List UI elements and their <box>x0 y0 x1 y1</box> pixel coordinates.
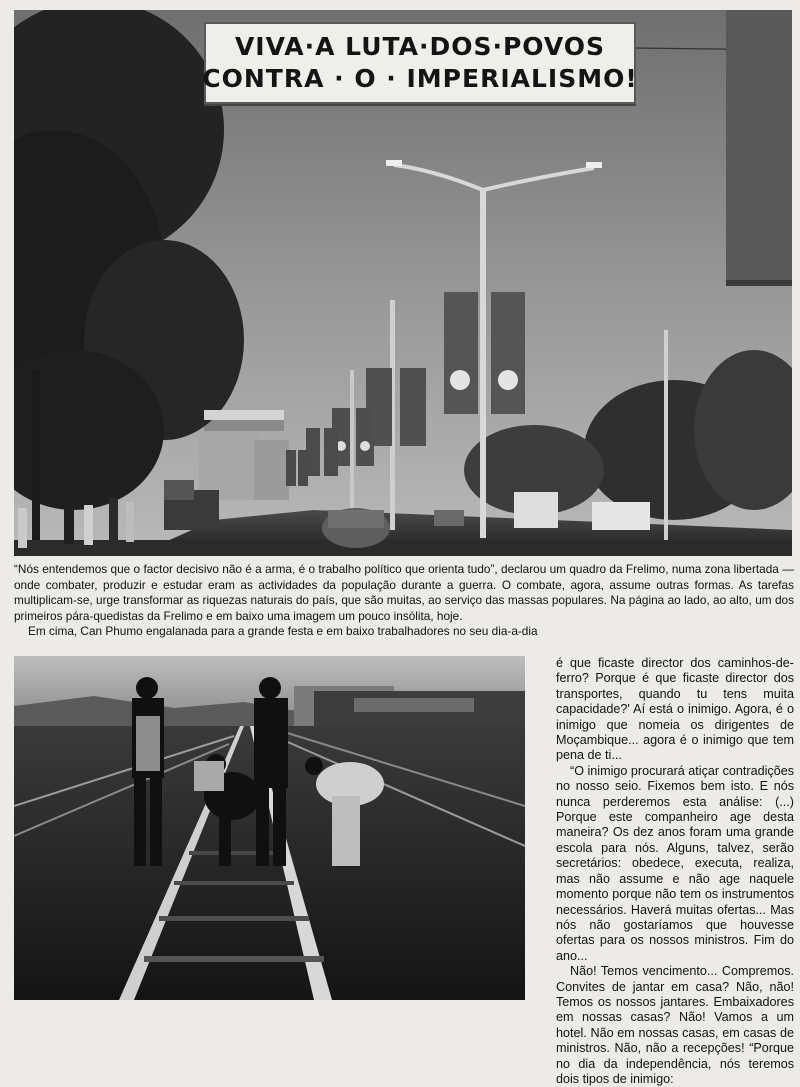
railway-scene-illustration <box>14 656 525 1000</box>
caption-paragraph-1: “Nós entendemos que o factor decisivo não é a arma, é o trabalho político que orienta tudo”, declarou um quadro da Frelimo, numa zona libertada — onde combater, produzir e estudar eram as actividades da população durante a guerra. O combate, agora, assume outras formas. As tarefas multiplicam-se, urge transformar as riquezas naturais do país, que são muitas, ao serviço das massas populares. Na página ao lado, ao alto, um dos primeiros pára-quedistas da Frelimo e em baixo uma imagem um pouco insólita, hoje. <box>14 562 794 623</box>
caption-paragraph-2: Em cima, Can Phumo engalanada para a grande festa e em baixo trabalhadores no seu dia-a-dia <box>28 624 538 638</box>
column-paragraph-2: “O inimigo procurará atiçar contradições no nosso seio. Fixemos bem isto. E nós nunca perderemos esta análise: (...) Porque este companheiro age desta maneira? Os dez anos foram uma grande escola para nós. Alguns, talvez, serão secretários: obedece, executa, realiza, mas não assume e não age naquele momento porque não tem os instrumentos necessários. Haverá muitas ofertas... Mas nós não gostaríamos que houvesse ofertas para os nossos ministros. Fim do ano... <box>556 763 794 963</box>
street-festival-photo <box>14 10 792 556</box>
column-paragraph-3: Não! Temos vencimento... Compremos. Convites de jantar em casa? Não, não! Temos os nossos jantares. Embaixadores em nossas casas? Não! Vamos a um hotel. Não em nossas casas, em casas de ministros. Não, não a recepções! “Porque no dia da independência, nós teremos dois tipos de inimigo: <box>556 964 794 1086</box>
article-text-column <box>556 656 794 1087</box>
photo-caption <box>14 562 794 640</box>
railway-workers-photo <box>14 656 525 1000</box>
protest-banner <box>204 22 636 104</box>
banner-text-line-2: CONTRA · O · IMPERIALISMO! <box>202 64 638 93</box>
banner-text-line-1: VIVA·A LUTA·DOS·POVOS <box>234 32 606 61</box>
column-paragraph-1: é que ficaste director dos caminhos-de-ferro? Porque é que ficaste director dos transportes, quando tu tens muita capacidade?' Aí está o inimigo. Agora, é o inimigo que nomeia os dirigentes de Moçambique... agora é o inimigo que tem pena de ti... <box>556 656 794 763</box>
